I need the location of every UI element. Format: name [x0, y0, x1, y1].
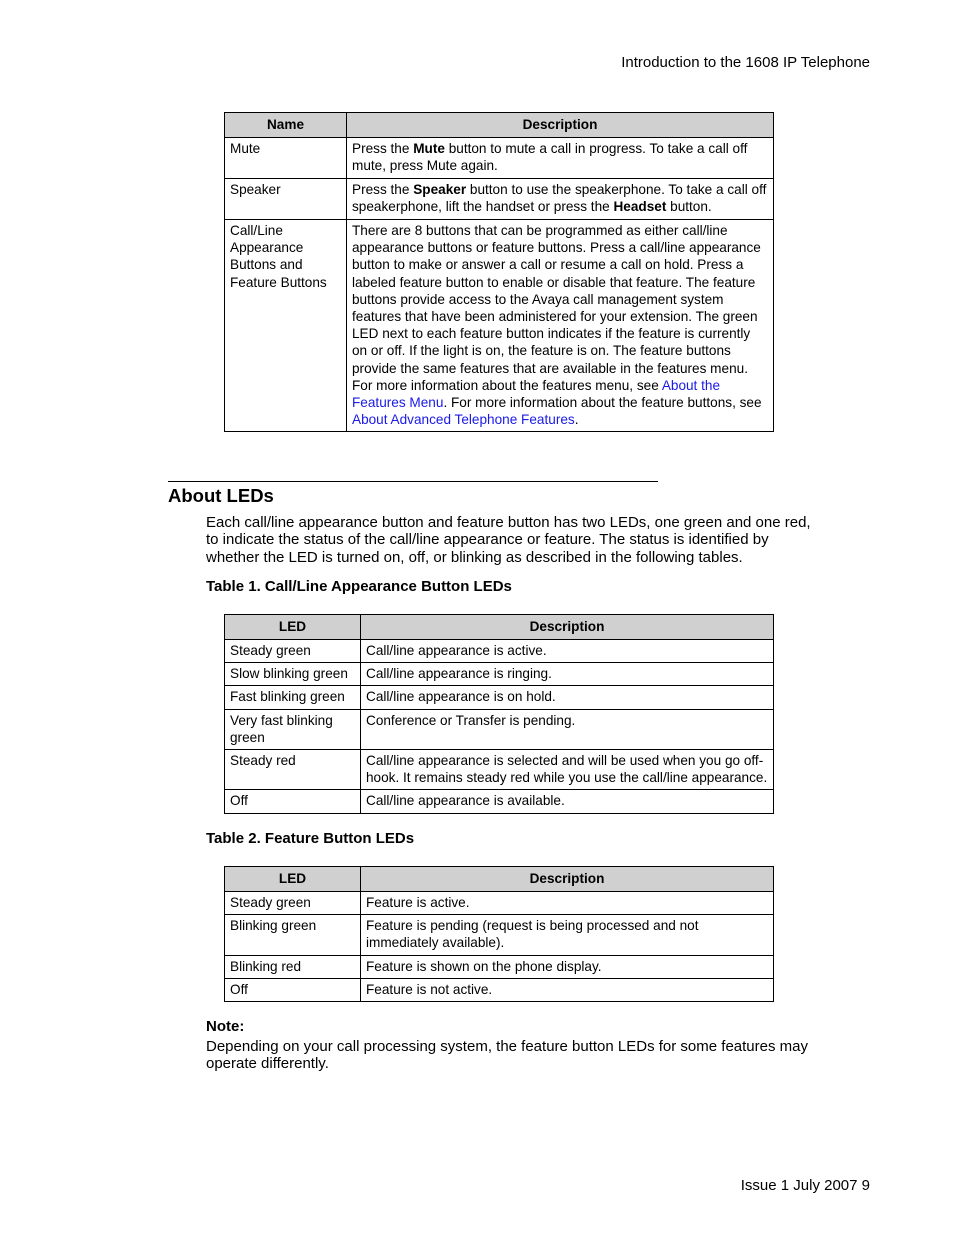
- table-row: [225, 640, 774, 663]
- button-name-cell: Call/Line Appearance Buttons and Feature Buttons: [225, 220, 347, 432]
- led-description-cell: Feature is active.: [361, 892, 774, 915]
- table-header-row: [225, 867, 774, 892]
- button-name-cell: Speaker: [225, 179, 347, 220]
- led-description-cell: Call/line appearance is active.: [361, 640, 774, 663]
- note-label: Note:: [206, 1018, 245, 1035]
- column-header-description: Description: [361, 615, 774, 640]
- table2-caption: Table 2. Feature Button LEDs: [206, 830, 415, 847]
- bold-term: Headset: [613, 199, 667, 215]
- call-line-led-table: [224, 614, 774, 814]
- led-state-cell: Steady red: [225, 750, 361, 790]
- column-header-description: Description: [361, 867, 774, 892]
- table-header-row: [225, 113, 774, 138]
- led-state-cell: Steady green: [225, 892, 361, 915]
- section-divider: [168, 481, 658, 482]
- button-name-cell: Mute: [225, 138, 347, 179]
- table-row: [225, 709, 774, 749]
- led-state-cell: Very fast blinking green: [225, 709, 361, 749]
- section-heading: About LEDs: [168, 485, 274, 506]
- led-description-cell: Call/line appearance is ringing.: [361, 663, 774, 686]
- cross-reference-link[interactable]: About the Features Menu: [352, 377, 721, 411]
- table-row: [225, 220, 774, 432]
- led-state-cell: Blinking green: [225, 915, 361, 955]
- led-state-cell: Steady green: [225, 640, 361, 663]
- button-description-cell: Press the Speaker button to use the speakerphone. To take a call off speakerphone, lift the handset or press the Headset button.: [347, 179, 774, 220]
- column-header-description: Description: [347, 113, 774, 138]
- led-state-cell: Blinking red: [225, 955, 361, 978]
- led-description-cell: Conference or Transfer is pending.: [361, 709, 774, 749]
- table1-caption: Table 1. Call/Line Appearance Button LEDs: [206, 578, 512, 595]
- column-header-name: Name: [225, 113, 347, 138]
- table-row: [225, 978, 774, 1001]
- page-footer: Issue 1 July 2007 9: [740, 1177, 870, 1194]
- led-state-cell: Off: [225, 978, 361, 1001]
- buttons-table: [224, 112, 774, 432]
- table-row: [225, 750, 774, 790]
- table-header-row: [225, 615, 774, 640]
- led-description-cell: Feature is not active.: [361, 978, 774, 1001]
- running-header: Introduction to the 1608 IP Telephone: [621, 54, 870, 71]
- led-description-cell: Feature is shown on the phone display.: [361, 955, 774, 978]
- section-intro: Each call/line appearance button and feature button has two LEDs, one green and one red, to indicate the status of the call/line appearance or feature. The status is identified by whether the LED is turned on, off, or blinking as described in the following tables.: [206, 514, 811, 566]
- table-row: [225, 915, 774, 955]
- bold-term: Mute: [413, 141, 445, 156]
- table-row: [225, 955, 774, 978]
- led-description-cell: Feature is pending (request is being processed and not immediately available).: [361, 915, 774, 955]
- led-state-cell: Fast blinking green: [225, 686, 361, 709]
- note-text: Depending on your call processing system, the feature button LEDs for some features may operate differently.: [206, 1038, 808, 1073]
- bold-term: Speaker: [413, 182, 467, 197]
- table-row: [225, 892, 774, 915]
- table-row: [225, 663, 774, 686]
- column-header-led: LED: [225, 867, 361, 892]
- led-description-cell: Call/line appearance is selected and will be used when you go off-hook. It remains steady red while you use the call/line appearance.: [361, 750, 774, 790]
- column-header-led: LED: [225, 615, 361, 640]
- led-state-cell: Slow blinking green: [225, 663, 361, 686]
- cross-reference-link[interactable]: About Advanced Telephone Features: [352, 412, 575, 428]
- feature-led-table: [224, 866, 774, 1002]
- button-description-cell: Press the Mute button to mute a call in progress. To take a call off mute, press Mute again.: [347, 138, 774, 179]
- table-row: [225, 138, 774, 179]
- table-row: [225, 790, 774, 813]
- button-description-cell: There are 8 buttons that can be programmed as either call/line appearance buttons or feature buttons. Press a call/line appearance button to make or answer a call or resume a call on hold. Press a labeled feature button to enable or disable that feature. The feature buttons provide access to the Avaya call management system features that have been administered for your extension. The green LED next to each feature button indicates if the feature is currently on or off. If the light is on, the feature is on. The feature buttons provide the same features that are available in the features menu. For more information about the features menu, see About the Features Menu. For more information about the feature buttons, see About Advanced Telephone Features.: [347, 220, 774, 432]
- led-description-cell: Call/line appearance is on hold.: [361, 686, 774, 709]
- led-state-cell: Off: [225, 790, 361, 813]
- led-description-cell: Call/line appearance is available.: [361, 790, 774, 813]
- table-row: [225, 686, 774, 709]
- table-row: [225, 179, 774, 220]
